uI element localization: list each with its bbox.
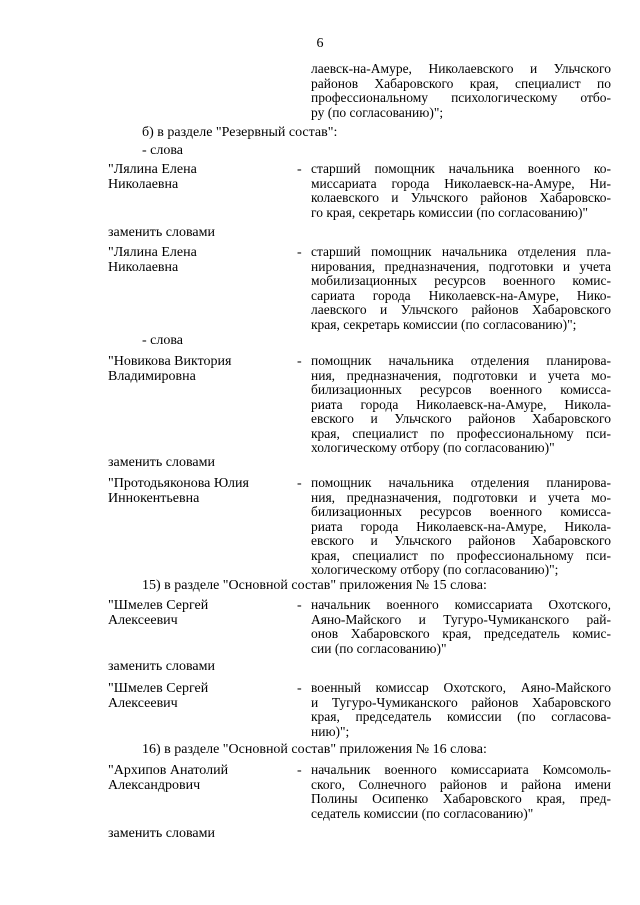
text-line: и Тугуро-Чумиканского районов Хабаровского [311, 694, 611, 710]
replace-label: заменить словами [108, 826, 215, 841]
text-line: колаевского и Ульчского районов Хабаровско- [311, 190, 611, 205]
words-label: - слова [142, 143, 184, 158]
position-description [311, 598, 611, 656]
person-name [108, 476, 283, 506]
text-line: военный комиссар Охотского, Аяно-Майского [311, 680, 611, 695]
person-name [108, 162, 283, 192]
text-line: билизационных ресурсов военного комисса- [311, 504, 611, 519]
text-line: нию)"; [311, 723, 350, 739]
text-line: старший помощник начальника военного ко- [311, 161, 611, 176]
text-line: края, специалист по профессиональному пси- [311, 547, 611, 563]
text-line: ского, Солнечного районов и района имени [311, 776, 611, 792]
position-description [311, 681, 611, 739]
name-line: "Шмелев Сергей [108, 598, 209, 613]
text-line: профессиональному психологическому отбо- [311, 90, 611, 105]
text-line: помощник начальника отделения планирова- [311, 475, 611, 490]
person-name [108, 681, 283, 711]
text-line: края, специалист по профессиональному пси- [311, 425, 611, 441]
name-line: "Лялина Елена [108, 245, 197, 260]
position-description [311, 763, 611, 821]
person-name [108, 763, 283, 793]
position-description [311, 476, 611, 578]
text-line: ния, предназначения, подготовки и учета мо- [311, 367, 611, 383]
name-line: Николаевна [108, 260, 179, 275]
text-line: евского и Ульчского районов Хабаровского [311, 411, 611, 426]
text-line: края, председатель комиссии (по согласова- [311, 709, 611, 724]
text-line: начальник военного комиссариата Комсомоль- [311, 762, 611, 777]
text-line: районов Хабаровского края, специалист по [311, 75, 611, 91]
name-line: Иннокентьевна [108, 491, 200, 506]
text-line: нирования, предназначения, подготовки и учета [311, 258, 611, 274]
entry-dash: - [297, 354, 302, 369]
replace-label: заменить словами [108, 659, 215, 674]
page-number: 6 [316, 36, 324, 51]
name-line: "Протодьяконова Юлия [108, 476, 249, 491]
entry-dash: - [297, 245, 302, 260]
text-line: хологическому отбору (по согласованию)" [311, 440, 555, 455]
position-description [311, 245, 611, 332]
text-line: билизационных ресурсов военного комисса- [311, 382, 611, 397]
text-line: Полины Осипенко Хабаровского края, пред- [311, 791, 611, 806]
person-name [108, 245, 283, 275]
text-line: евского и Ульчского районов Хабаровского [311, 533, 611, 548]
text-line: лаевского и Ульчского районов Хабаровского [311, 302, 611, 317]
text-line: помощник начальника отделения планирова- [311, 353, 611, 368]
entry-dash: - [297, 681, 302, 696]
text-line: начальник военного комиссариата Охотского, [311, 597, 611, 612]
text-line: старший помощник начальника отделения пла- [311, 244, 611, 259]
text-line: онов Хабаровского края, председатель комис- [311, 626, 611, 641]
name-line: "Шмелев Сергей [108, 681, 209, 696]
text-line: ния, предназначения, подготовки и учета мо- [311, 489, 611, 505]
replace-label: заменить словами [108, 455, 215, 470]
name-line: Владимировна [108, 369, 196, 384]
words-label: - слова [142, 333, 184, 348]
name-line: "Лялина Елена [108, 162, 197, 177]
section-16-heading: 16) в разделе "Основной состав" приложения № 16 слова: [142, 742, 487, 757]
text-line: седатель комиссии (по согласованию)" [311, 805, 534, 821]
text-line: ру (по согласованию)"; [311, 104, 444, 120]
text-line: Аяно-Майского и Тугуро-Чумиканского рай- [311, 611, 611, 627]
name-line: Александрович [108, 778, 201, 793]
entry-dash: - [297, 476, 302, 491]
text-line: сии (по согласованию)" [311, 640, 447, 656]
name-line: "Архипов Анатолий [108, 763, 229, 778]
person-name [108, 598, 283, 628]
name-line: "Новикова Виктория [108, 354, 232, 369]
continuation-text [311, 62, 611, 120]
reserve-heading: б) в разделе "Резервный состав": [142, 125, 338, 140]
entry-dash: - [297, 162, 302, 177]
text-line: лаевск-на-Амуре, Николаевского и Ульчского [311, 61, 611, 76]
text-line: края, секретарь комиссии (по согласованию)"; [311, 316, 577, 332]
text-line: го края, секретарь комиссии (по согласованию)" [311, 204, 588, 220]
text-line: хологическому отбору (по согласованию)"; [311, 562, 559, 577]
position-description [311, 354, 611, 456]
text-line: миссариата города Николаевск-на-Амуре, Ни- [311, 175, 611, 191]
position-description [311, 162, 611, 220]
entry-dash: - [297, 598, 302, 613]
entry-dash: - [297, 763, 302, 778]
text-line: мобилизационных ресурсов военного комис- [311, 273, 611, 288]
replace-label: заменить словами [108, 225, 215, 240]
section-15-heading: 15) в разделе "Основной состав" приложения № 15 слова: [142, 578, 487, 593]
text-line: риата города Николаевск-на-Амуре, Никола- [311, 518, 611, 534]
text-line: риата города Николаевск-на-Амуре, Никола- [311, 396, 611, 412]
name-line: Алексеевич [108, 696, 178, 711]
person-name [108, 354, 283, 384]
name-line: Алексеевич [108, 613, 178, 628]
name-line: Николаевна [108, 177, 179, 192]
text-line: сариата города Николаевск-на-Амуре, Нико- [311, 287, 611, 303]
